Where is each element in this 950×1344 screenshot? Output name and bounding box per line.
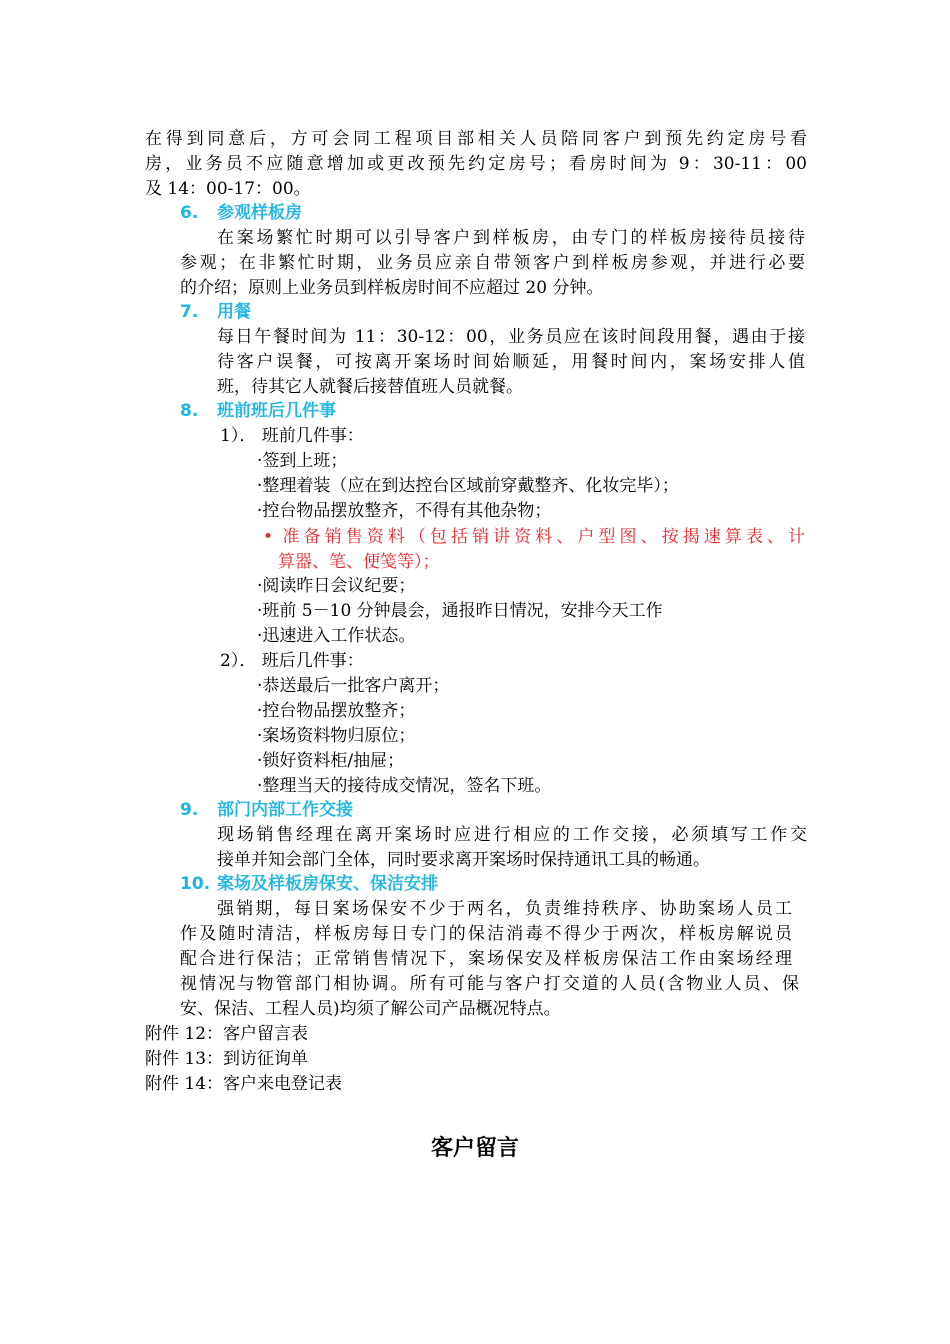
highlighted-item-line-1: • 准备销售资料（包括销讲资料、户型图、按揭速算表、计	[263, 527, 805, 547]
before-shift-title: 1）． 班前几件事：	[220, 426, 364, 446]
before-shift-item: ·阅读昨日会议纪要；	[257, 576, 416, 596]
section-6-number: 6.	[180, 203, 199, 223]
section-10-line-2: 作及随时清洁，样板房每日专门的保洁消毒不得少于两次，样板房解说员	[180, 924, 792, 944]
section-10-number: 10.	[180, 874, 211, 894]
section-6-title: 参观样板房	[217, 203, 302, 223]
before-shift-item: ·签到上班；	[257, 451, 348, 471]
attachment-item: 附件 13：到访征询单	[145, 1049, 309, 1069]
section-6-line-3: 的介绍；原则上业务员到样板房时间不应超过 20 分钟。	[180, 278, 604, 298]
section-10-heading	[180, 872, 438, 897]
after-shift-item: ·控台物品摆放整齐；	[257, 701, 416, 721]
before-shift-item: ·迅速进入工作状态。	[257, 626, 416, 646]
intro-line-1: 在得到同意后，方可会同工程项目部相关人员陪同客户到预先约定房号看	[145, 129, 807, 149]
before-shift-item: ·控台物品摆放整齐，不得有其他杂物；	[257, 501, 552, 521]
section-8-title: 班前班后几件事	[217, 401, 336, 421]
section-9-number: 9.	[180, 800, 199, 820]
intro-line-2: 房，业务员不应随意增加或更改预先约定房号；看房时间为 9：30-11：00	[145, 154, 807, 174]
section-10-line-3: 配合进行保洁；正常销售情况下，案场保安及样板房保洁工作由案场经理	[180, 949, 792, 969]
document-title: 客户留言	[430, 1136, 519, 1161]
section-10-title: 案场及样板房保安、保洁安排	[217, 874, 438, 894]
section-7-heading	[180, 300, 251, 325]
before-shift-item: ·班前 5－10 分钟晨会，通报昨日情况，安排今天工作	[257, 601, 663, 621]
section-8-heading	[180, 399, 336, 424]
after-shift-item: ·案场资料物归原位；	[257, 726, 416, 746]
section-7-line-2: 待客户误餐，可按离开案场时间始顺延，用餐时间内，案场安排人值	[217, 352, 805, 372]
intro-line-3: 及 14：00-17：00。	[145, 179, 311, 199]
section-7-line-1: 每日午餐时间为 11：30-12：00，业务员应在该时间段用餐，遇由于接	[217, 327, 805, 347]
section-7-title: 用餐	[217, 302, 251, 322]
after-shift-item: ·恭送最后一批客户离开；	[257, 676, 450, 696]
section-9-title: 部门内部工作交接	[217, 800, 353, 820]
after-shift-item: ·锁好资料柜/抽屉；	[257, 751, 405, 771]
section-9-line-1: 现场销售经理在离开案场时应进行相应的工作交接，必须填写工作交	[217, 825, 807, 845]
section-10-line-4: 视情况与物管部门相协调。所有可能与客户打交道的人员(含物业人员、保	[180, 974, 799, 994]
attachment-item: 附件 14：客户来电登记表	[145, 1074, 343, 1094]
section-6-heading	[180, 201, 302, 226]
section-8-number: 8.	[180, 401, 199, 421]
section-10-line-1: 强销期，每日案场保安不少于两名，负责维持秩序、协助案场人员工	[217, 899, 792, 919]
before-shift-item: ·整理着装（应在到达控台区域前穿戴整齐、化妆完毕）；	[257, 476, 679, 496]
section-7-number: 7.	[180, 302, 199, 322]
section-10-line-5: 安、保洁、工程人员)均须了解公司产品概况特点。	[180, 999, 561, 1019]
after-shift-title: 2）． 班后几件事：	[220, 651, 364, 671]
section-6-line-1: 在案场繁忙时期可以引导客户到样板房，由专门的样板房接待员接待	[217, 228, 805, 248]
section-7-line-3: 班，待其它人就餐后接替值班人员就餐。	[217, 377, 523, 397]
after-shift-item: ·整理当天的接待成交情况，签名下班。	[257, 776, 552, 796]
highlighted-item-line-2: 算器、笔、便笺等）；	[278, 552, 440, 572]
attachment-item: 附件 12：客户留言表	[145, 1024, 309, 1044]
section-9-heading	[180, 798, 353, 823]
section-6-line-2: 参观；在非繁忙时期，业务员应亲自带领客户到样板房参观，并进行必要	[180, 253, 805, 273]
section-9-line-2: 接单并知会部门全体，同时要求离开案场时保持通讯工具的畅通。	[217, 850, 710, 870]
